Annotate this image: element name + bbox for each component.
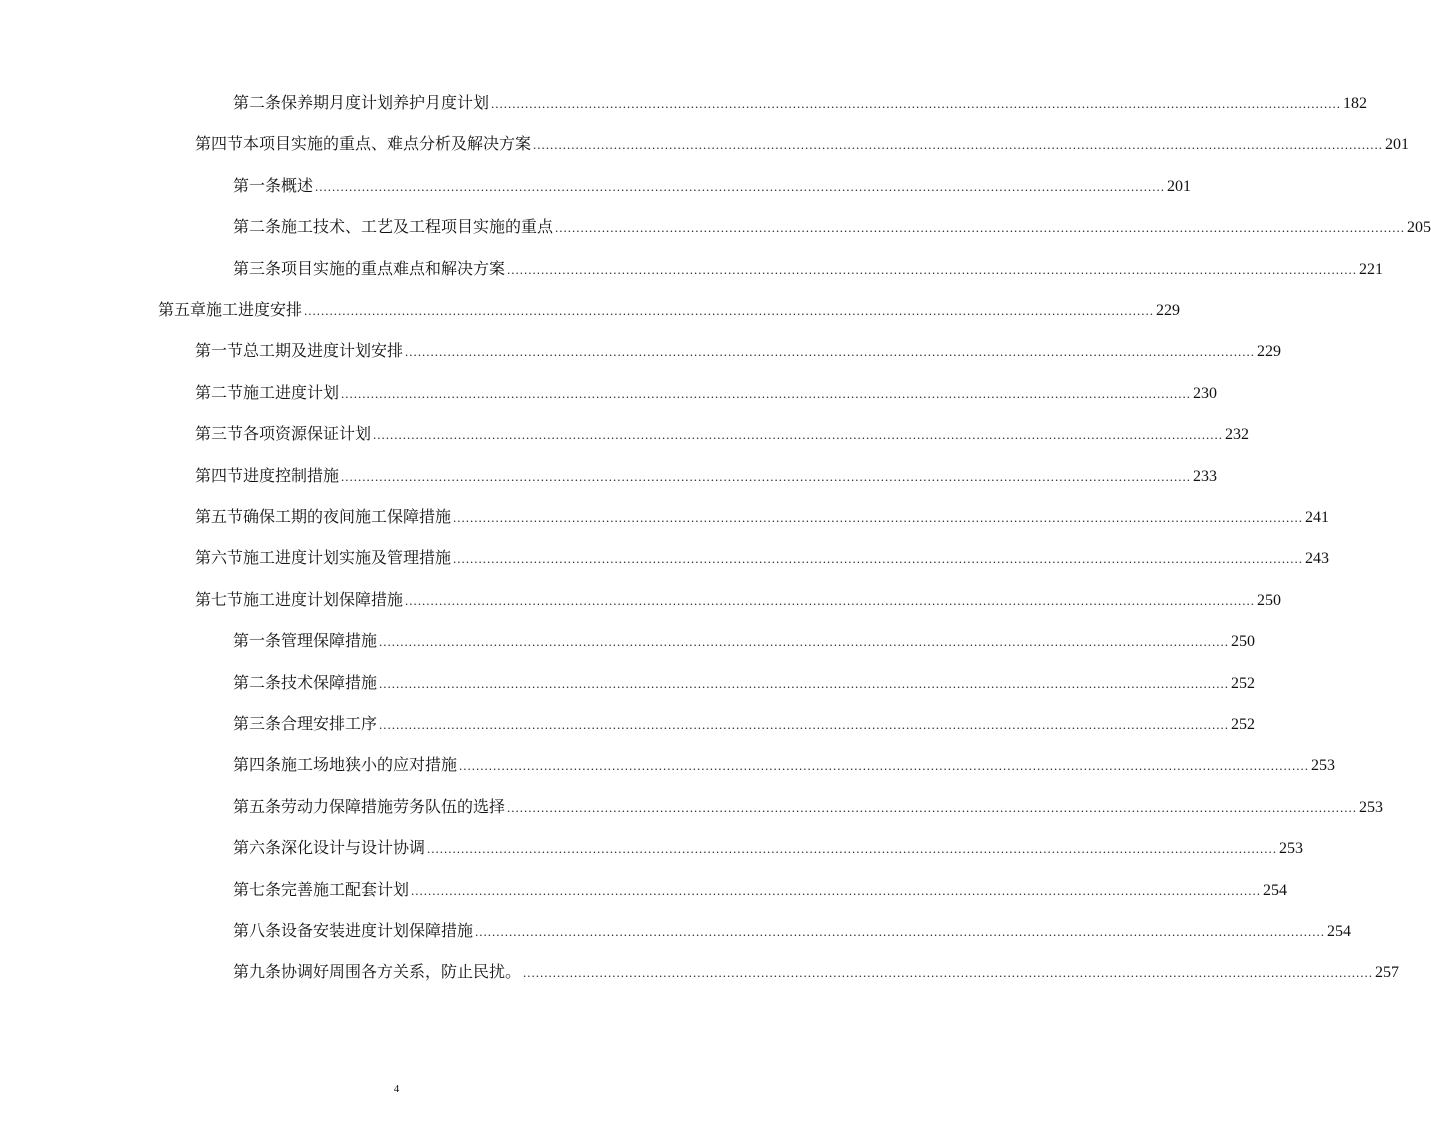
toc-entry-page-number: 252: [1231, 674, 1256, 692]
toc-dot-leader: ........................................................................................................................................................................................................: [507, 261, 1358, 277]
toc-dot-leader: ........................................................................................................................................................................................................: [555, 220, 1406, 236]
toc-entry-label: 第三节: [195, 424, 244, 444]
toc-entry[interactable]: [195, 419, 1250, 449]
toc-entry-title: 施工进度计划实施及管理措施: [243, 548, 452, 568]
toc-entry-title: 本项目实施的重点、难点分析及解决方案: [243, 134, 532, 154]
toc-entry-page-number: 250: [1257, 591, 1282, 609]
toc-entry-title: 总工期及进度计划安排: [243, 341, 404, 361]
toc-dot-leader: ........................................................................................................................................................................................................: [453, 510, 1304, 525]
toc-entry[interactable]: [195, 129, 1410, 159]
toc-entry-title: 项目实施的重点难点和解决方案: [281, 258, 506, 278]
toc-dot-leader: ........................................................................................................................................................................................................: [379, 634, 1230, 650]
toc-entry[interactable]: [195, 378, 1218, 408]
toc-dot-leader: ........................................................................................................................................................................................................: [507, 799, 1358, 815]
toc-dot-leader: ........................................................................................................................................................................................................: [523, 965, 1374, 981]
toc-entry-title: 设备安装进度计划保障措施: [281, 921, 474, 940]
toc-entry-label: 第三条: [233, 714, 282, 733]
toc-entry[interactable]: [233, 254, 1384, 284]
toc-entry[interactable]: [195, 543, 1330, 573]
toc-entry-title: 施工场地狭小的应对措施: [281, 755, 458, 775]
toc-entry-label: 第七条: [233, 879, 282, 899]
toc-entry-page-number: 201: [1385, 136, 1410, 154]
toc-entry-page-number: 243: [1305, 550, 1330, 568]
toc-dot-leader: ........................................................................................................................................................................................................: [405, 592, 1256, 608]
toc-entry[interactable]: [233, 750, 1336, 780]
toc-entry-title: 保养期月度计划养护月度计划: [281, 93, 490, 112]
toc-dot-leader: ........................................................................................................................................................................................................: [379, 675, 1230, 691]
toc-entry-title: 施工进度计划保障措施: [243, 589, 404, 609]
toc-dot-leader: ........................................................................................................................................................................................................: [341, 468, 1192, 484]
toc-entry-label: 第八条: [233, 921, 282, 940]
toc-entry-title: 施工进度计划: [243, 382, 340, 402]
toc-entry[interactable]: [233, 833, 1304, 863]
toc-entry-page-number: 233: [1193, 467, 1218, 485]
toc-dot-leader: ........................................................................................................................................................................................................: [379, 717, 1230, 732]
toc-entry[interactable]: [233, 88, 1368, 118]
toc-dot-leader: ........................................................................................................................................................................................................: [427, 841, 1278, 857]
toc-entry-title: 管理保障措施: [281, 631, 378, 651]
toc-entry-title: 施工技术、工艺及工程项目实施的重点: [281, 217, 554, 237]
toc-entry-title: 合理安排工序: [281, 714, 378, 733]
toc-entry[interactable]: [233, 875, 1288, 905]
toc-entry-page-number: 254: [1327, 923, 1352, 940]
toc-dot-leader: ........................................................................................................................................................................................................: [459, 758, 1310, 774]
toc-entry-page-number: 229: [1156, 302, 1181, 319]
toc-entry[interactable]: [233, 792, 1384, 822]
toc-entry[interactable]: [195, 336, 1282, 366]
toc-entry-label: 第七节: [195, 589, 244, 609]
toc-entry-page-number: 253: [1359, 798, 1384, 816]
toc-entry-label: 第五章: [158, 300, 207, 319]
toc-entry-label: 第一节: [195, 341, 244, 361]
toc-entry-page-number: 252: [1231, 716, 1256, 733]
toc-entry-page-number: 253: [1311, 757, 1336, 775]
toc-entry-page-number: 221: [1359, 260, 1384, 278]
toc-entry-label: 第五节: [195, 507, 244, 526]
toc-entry[interactable]: [233, 626, 1256, 656]
toc-dot-leader: ........................................................................................................................................................................................................: [373, 427, 1224, 443]
toc-entry-label: 第一条: [233, 175, 282, 195]
toc-entry-title: 深化设计与设计协调: [281, 838, 426, 858]
toc-entry-page-number: 201: [1167, 177, 1192, 195]
toc-entry-title: 技术保障措施: [281, 672, 378, 692]
toc-entry-title: 完善施工配套计划: [281, 879, 410, 899]
toc-dot-leader: ........................................................................................................................................................................................................: [453, 551, 1304, 567]
toc-entry-label: 第三条: [233, 258, 282, 278]
toc-entry[interactable]: [195, 461, 1218, 491]
toc-entry-label: 第二条: [233, 672, 282, 692]
toc-entry-label: 第一条: [233, 631, 282, 651]
toc-entry-label: 第四节: [195, 134, 244, 154]
toc-entry[interactable]: [158, 295, 1181, 325]
toc-entry-page-number: 182: [1343, 95, 1368, 112]
toc-entry-label: 第四条: [233, 755, 282, 775]
toc-dot-leader: ........................................................................................................................................................................................................: [533, 137, 1384, 153]
toc-entry[interactable]: [233, 212, 1431, 242]
toc-dot-leader: ........................................................................................................................................................................................................: [341, 385, 1192, 401]
toc-entry-title: 确保工期的夜间施工保障措施: [243, 507, 452, 526]
toc-dot-leader: ........................................................................................................................................................................................................: [475, 924, 1326, 939]
toc-entry-label: 第二节: [195, 382, 244, 402]
toc-entry-label: 第九条: [233, 962, 282, 982]
toc-entry-label: 第五条: [233, 796, 282, 816]
toc-entry-title: 概述: [281, 175, 314, 195]
toc-entry[interactable]: [233, 709, 1256, 739]
toc-dot-leader: ........................................................................................................................................................................................................: [491, 96, 1342, 111]
toc-entry-title: 各项资源保证计划: [243, 424, 372, 444]
page-number: 4: [393, 1083, 400, 1095]
toc-entry[interactable]: [233, 668, 1256, 698]
toc-entry-page-number: 257: [1375, 964, 1400, 982]
toc-dot-leader: ........................................................................................................................................................................................................: [304, 303, 1155, 318]
toc-entry-title: 协调好周围各方关系，防止民扰。: [281, 962, 522, 982]
toc-entry-page-number: 205: [1407, 219, 1431, 237]
toc-entry-page-number: 229: [1257, 343, 1282, 361]
toc-entry-page-number: 250: [1231, 633, 1256, 651]
toc-entry[interactable]: [233, 957, 1400, 987]
toc-dot-leader: ........................................................................................................................................................................................................: [315, 178, 1166, 194]
toc-entry[interactable]: [233, 171, 1192, 201]
toc-entry-label: 第四节: [195, 465, 244, 485]
toc-entry[interactable]: [195, 585, 1282, 615]
toc-entry-label: 第二条: [233, 217, 282, 237]
toc-entry-page-number: 253: [1279, 840, 1304, 858]
toc-dot-leader: ........................................................................................................................................................................................................: [411, 882, 1262, 898]
toc-entry-title: 进度控制措施: [243, 465, 340, 485]
toc-entry-page-number: 232: [1225, 426, 1250, 444]
toc-entry-title: 施工进度安排: [206, 300, 303, 319]
toc-entry-label: 第六节: [195, 548, 244, 568]
toc-entry-title: 劳动力保障措施劳务队伍的选择: [281, 796, 506, 816]
toc-entry-page-number: 230: [1193, 384, 1218, 402]
toc-entry-page-number: 241: [1305, 509, 1330, 526]
toc-entry-label: 第六条: [233, 838, 282, 858]
toc-entry-page-number: 254: [1263, 881, 1288, 899]
toc-dot-leader: ........................................................................................................................................................................................................: [405, 344, 1256, 360]
toc-entry[interactable]: [233, 916, 1352, 946]
toc-entry-label: 第二条: [233, 93, 282, 112]
toc-entry[interactable]: [195, 502, 1330, 532]
